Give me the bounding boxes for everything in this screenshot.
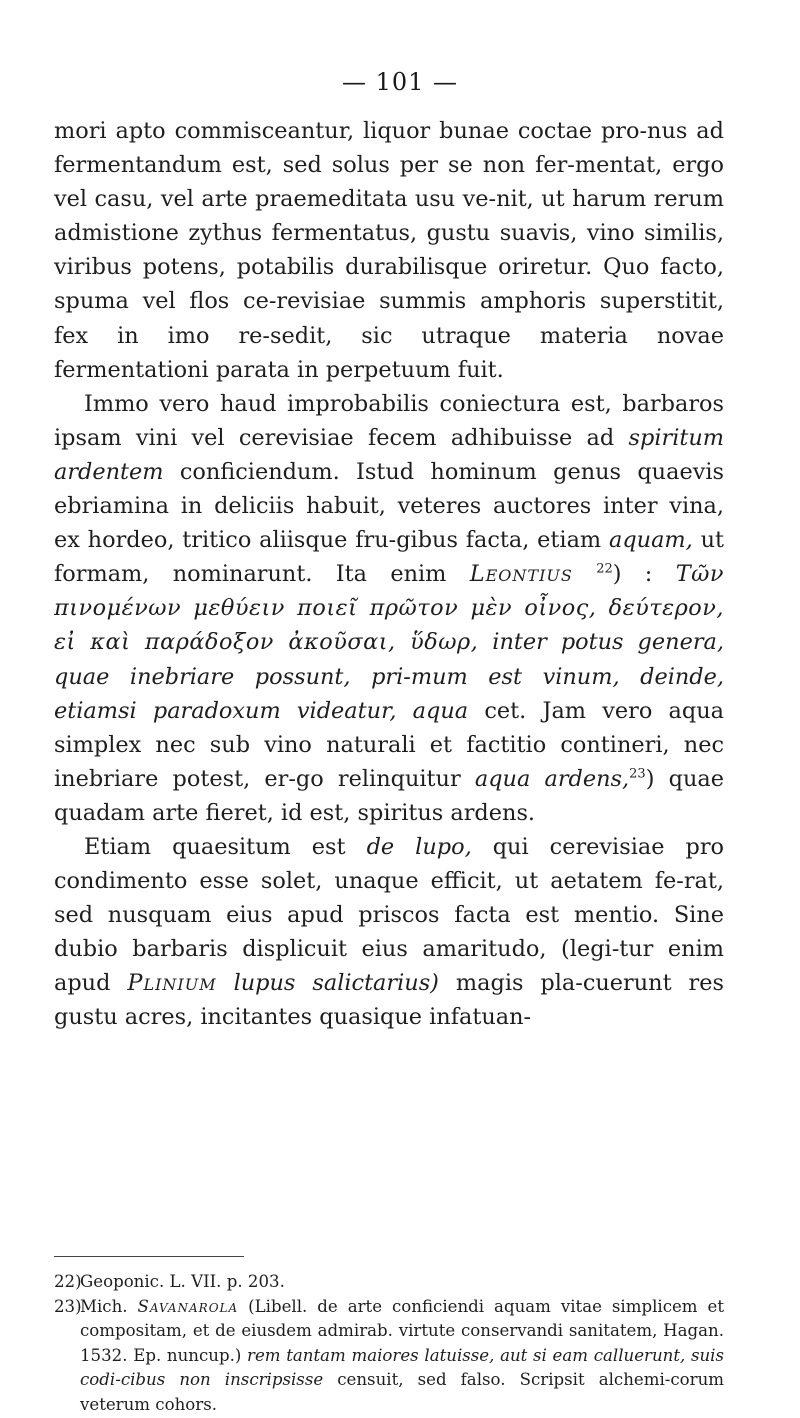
paragraph-3-text-1: Etiam quaesitum est (84, 833, 367, 860)
author-savanarola: Savanarola (137, 1296, 239, 1316)
author-plinius: Plinium (127, 970, 217, 997)
paragraph-1-text: mori apto commisceantur, liquor bunae coctae pro-nus ad fermentandum est, sed solus per se non fer-mentat, ergo vel casu, vel arte praemeditata usu ve-nit, ut harum rerum admistione zythus fermentatus, gustu suavis, vino similis, viribus potens, potabilis durabilisque oriretur. Quo facto, spuma vel flos ce-revisiae summis amphoris superstitit, fex in imo re-sedit, sic utraque materia novae fermentationi parata in perpetuum fuit. (54, 118, 724, 383)
paragraph-3 (54, 830, 724, 1035)
main-text (54, 114, 724, 1035)
footnote-23 (54, 1295, 724, 1418)
paragraph-3-text-2: qui cerevisiae pro condimento esse solet, unaque efficit, ut aetatem fe-rat, sed nusquam eius apud priscos facta est mentio. Sine dubio barbaris displicuit eius amaritudo, (legi-tur enim apud (54, 833, 724, 997)
phrase-lupus-salictarius: lupus salictarius) (216, 970, 439, 997)
phrase-aqua-ardens: aqua ardens, (474, 765, 630, 792)
paragraph-2-text-2: conficiendum. Istud hominum genus quaevis ebriamina in deliciis habuit, veteres auctores inter vina, ex hordeo, tritico aliisque fru-gibus facta, etiam (54, 458, 724, 554)
phrase-de-lupo: de lupo, (366, 833, 472, 860)
footnote-22-text: Geoponic. L. VII. p. 203. (80, 1272, 285, 1291)
word-aquam: aquam, (608, 527, 693, 554)
footnote-22 (54, 1270, 724, 1295)
footnote-23-text-2: (Libell. de arte conficiendi aquam vitae simplicem et compositam, et de eiusdem admirab. virtute conservandi sanitatem, Hagan. 1532. Ep. nuncup.) (80, 1296, 725, 1365)
footnote-22-number: 22) (54, 1272, 82, 1291)
footnote-separator (54, 1256, 244, 1257)
footnotes (54, 1270, 724, 1418)
greek-quotation: Τῶν πινομένων μεθύειν ποιεῖ πρῶτον μὲν οἶνος, δεύτερον, εἰ καὶ παράδοξον ἀκοῦσαι, ὕδωρ, (54, 561, 724, 656)
phrase-spiritum-ardentem: spiritum ardentem (54, 424, 724, 485)
word-aqua: aqua (412, 697, 469, 724)
paragraph-3-text-3: magis pla-cuerunt res gustu acres, incitantes quasique infatuan- (54, 970, 725, 1031)
footnote-23-number: 23) (54, 1296, 82, 1316)
paragraph-2-text-6: ) quae quadam arte fieret, id est, spiritus ardens. (54, 765, 724, 826)
footnote-23-quotation: rem tantam maiores latuisse, aut si eam calluerunt, suis codi-cibus non inscripsisse (80, 1345, 724, 1390)
author-leontius: Leontius (469, 561, 573, 588)
paragraph-2-text-1: Immo vero haud improbabilis coniectura est, barbaros ipsam vini vel cerevisiae fecem adhibuisse ad (54, 390, 724, 451)
page-number: — 101 — (341, 68, 459, 96)
footnote-ref-22: 22 (596, 561, 613, 577)
latin-translation: inter potus genera, quae inebriare possunt, pri-mum est vinum, deinde, etiamsi paradoxum videatur, (54, 629, 724, 724)
paragraph-2-text-5: cet. Jam vero aqua simplex nec sub vino naturali et factitio contineri, nec inebriare potest, er-go relinquitur (54, 697, 725, 792)
footnote-23-text-1: Mich. (80, 1296, 138, 1316)
footnote-ref-23: 23 (629, 766, 646, 782)
footnote-23-text-3: censuit, sed falso. Scripsit alchemi-corum veterum cohors. (80, 1370, 725, 1414)
paragraph-2-text-3: ut formam, nominarunt. Ita enim (54, 527, 724, 588)
paragraph-2-text-4: ) : (612, 561, 676, 588)
paragraph-1 (54, 114, 724, 387)
paragraph-2 (54, 387, 724, 830)
